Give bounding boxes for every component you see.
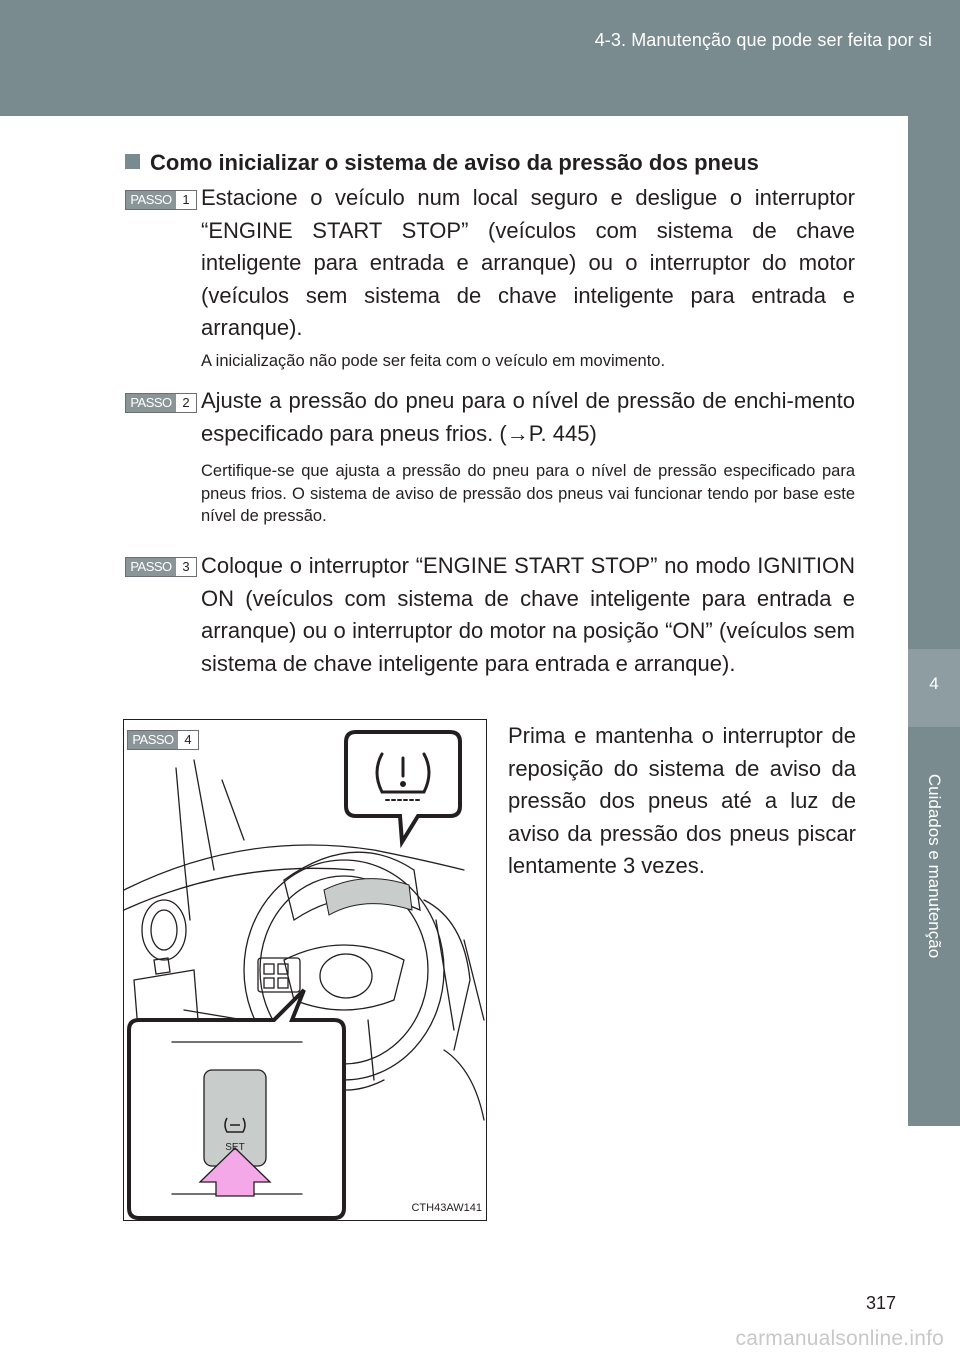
step-badge-word: PASSO [128, 731, 178, 749]
step-badge-4 [127, 730, 199, 750]
step-badge-2 [125, 393, 197, 413]
chapter-tab [908, 116, 960, 1126]
step-badge-number: 1 [176, 191, 196, 209]
section-title [125, 150, 759, 176]
step-badge-number: 4 [178, 731, 198, 749]
step-1-text: Estacione o veículo num local seguro e desligue o interruptor “ENGINE START STOP” (veículos com sistema de chave inteligente para entrada e arranque) ou o interruptor do motor (veículos sem sistema de chave inteligente para entrada e arranque). [201, 185, 855, 340]
step-badge-3 [125, 557, 197, 577]
figure-code: CTH43AW141 [411, 1202, 482, 1214]
header-title: 4-3. Manutenção que pode ser feita por si [594, 30, 932, 50]
step-badge-word: PASSO [126, 394, 176, 412]
page-header [0, 0, 960, 116]
step-3-text: Coloque o interruptor “ENGINE START STOP” no modo IGNITION ON (veículos com sistema de chave inteligente para entrada e arranque) ou o interruptor do motor na posição “ON” (veículos sem sistema de chave inteligente para entrada e arranque). [201, 553, 855, 676]
step-badge-1 [125, 190, 197, 210]
set-button-label: SET [225, 1142, 245, 1153]
step-badge-number: 3 [176, 558, 196, 576]
page-number: 317 [865, 1293, 896, 1313]
section-title-text: Como inicializar o sistema de aviso da pressão dos pneus [150, 150, 759, 175]
dashboard-drawing [124, 720, 487, 1221]
dashboard-illustration [123, 719, 487, 1221]
step-badge-number: 2 [176, 394, 196, 412]
step-1-note: A inicialização não pode ser feita com o veículo em movimento. [201, 352, 666, 370]
step-2-note: Certifique-se que ajusta a pressão do pneu para o nível de pressão especificado para pneus frios. O sistema de aviso de pressão dos pneus vai funcionar tendo por base este nível de pressão. [201, 462, 855, 525]
step-2-text: Ajuste a pressão do pneu para o nível de pressão de enchi-mento especificado para pneus frios. (→P. 445) [201, 388, 855, 446]
chapter-number: 4 [929, 674, 939, 693]
step-badge-word: PASSO [126, 191, 176, 209]
step-4-text: Prima e mantenha o interruptor de reposição do sistema de aviso da pressão dos pneus até a luz de aviso da pressão dos pneus piscar lentamente 3 vezes. [508, 723, 856, 878]
square-bullet-icon [125, 154, 140, 169]
watermark: carmanualsonline.info [735, 1327, 944, 1350]
step-badge-word: PASSO [126, 558, 176, 576]
chapter-label: Cuidados e manutenção [925, 773, 944, 959]
